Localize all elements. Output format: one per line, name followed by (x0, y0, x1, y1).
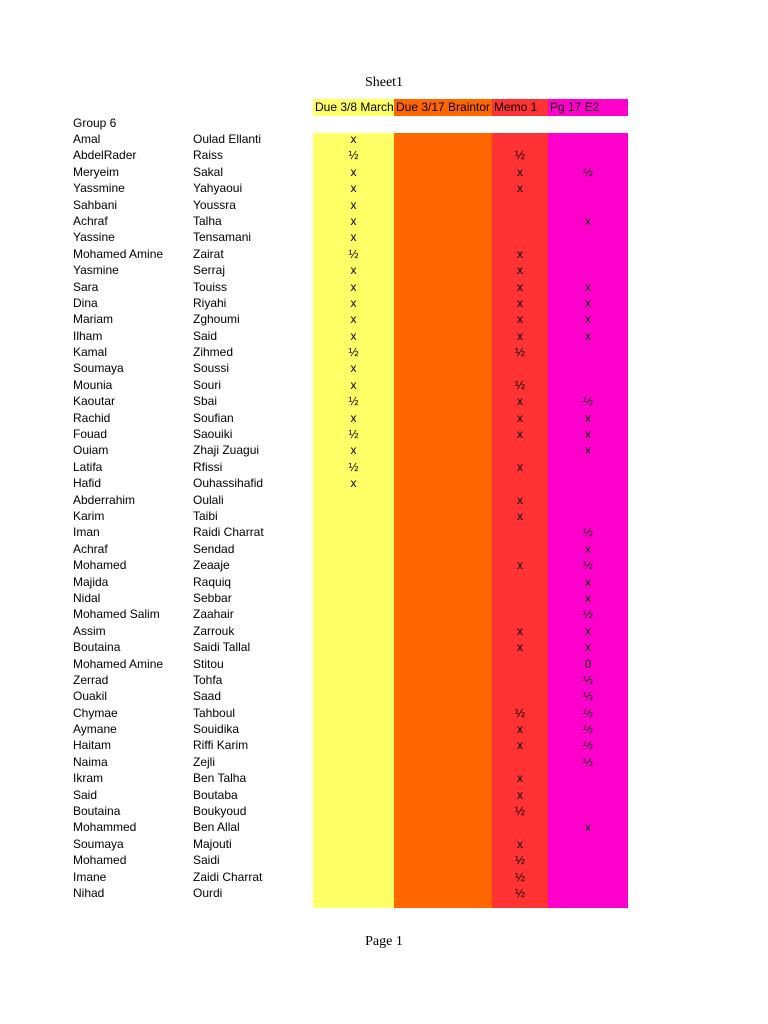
first-name-cell[interactable]: Mohamed (73, 853, 127, 868)
table-row (0, 557, 768, 573)
last-name-cell[interactable]: Taibi (193, 508, 218, 523)
last-name-cell[interactable]: Sebbar (193, 590, 232, 605)
pg-17-e2-cell[interactable]: ½ (582, 672, 593, 687)
table-row (0, 229, 768, 245)
due-3-8-cell[interactable]: ½ (348, 246, 359, 261)
pg-17-e2-cell[interactable]: x (585, 427, 591, 442)
pg-17-e2-cell[interactable]: 0 (584, 656, 592, 671)
table-row (0, 393, 768, 409)
last-name-cell[interactable]: Soussi (193, 361, 230, 376)
first-name-cell[interactable]: Soumaya (73, 361, 124, 376)
last-name-cell[interactable]: Serraj (193, 263, 226, 278)
table-row (0, 754, 768, 770)
column-header-row (313, 99, 628, 116)
last-name-cell[interactable]: Talha (193, 213, 222, 228)
table-row (0, 311, 768, 327)
last-name-cell[interactable]: Majouti (193, 836, 232, 851)
memo-1-cell[interactable]: x (517, 787, 523, 802)
first-name-cell[interactable]: Achraf (73, 213, 108, 228)
memo-1-cell[interactable]: x (517, 492, 523, 507)
memo-1-cell[interactable]: x (517, 312, 523, 327)
last-name-cell[interactable]: Zejli (193, 754, 216, 769)
table-row (0, 442, 768, 458)
first-name-cell[interactable]: Kaoutar (73, 394, 116, 409)
last-name-cell[interactable]: Zghoumi (193, 312, 240, 327)
table-row (0, 590, 768, 606)
memo-1-cell[interactable]: x (517, 508, 523, 523)
due-3-8-cell[interactable]: x (350, 361, 357, 376)
last-name-cell[interactable]: Ourdi (193, 885, 223, 900)
last-name-cell[interactable]: Saidi (193, 853, 220, 868)
table-row (0, 213, 768, 229)
last-name-cell[interactable]: Zairat (193, 246, 224, 261)
table-row (0, 836, 768, 852)
last-name-cell[interactable]: Riyahi (193, 295, 227, 310)
first-name-cell[interactable]: Meryeim (73, 164, 120, 179)
table-row (0, 164, 768, 180)
pg-17-e2-cell[interactable]: x (585, 279, 591, 294)
first-name-cell[interactable]: Ouakil (73, 689, 108, 704)
table-row (0, 180, 768, 196)
pg-17-e2-cell[interactable]: ½ (582, 558, 593, 573)
table-row (0, 639, 768, 655)
memo-1-cell[interactable]: ½ (514, 804, 525, 819)
first-name-cell[interactable]: Mariam (73, 312, 114, 327)
table-row (0, 787, 768, 803)
memo-1-cell[interactable]: x (517, 836, 523, 851)
due-3-8-cell[interactable]: x (350, 230, 357, 245)
memo-1-cell[interactable]: ½ (514, 885, 525, 900)
due-3-8-cell[interactable]: x (350, 443, 357, 458)
memo-1-cell[interactable]: ½ (514, 148, 525, 163)
first-name-cell[interactable]: Yassine (73, 230, 115, 245)
due-3-8-cell[interactable]: x (350, 132, 357, 146)
table-row (0, 574, 768, 590)
last-name-cell[interactable]: Souri (193, 377, 222, 392)
due-3-8-cell[interactable]: x (350, 213, 357, 228)
due-3-8-cell[interactable]: ½ (348, 345, 359, 360)
memo-1-cell[interactable]: x (517, 459, 523, 474)
pg-17-e2-cell[interactable]: x (585, 410, 591, 425)
memo-1-cell[interactable]: x (517, 295, 523, 310)
first-name-cell[interactable]: Dina (73, 295, 98, 310)
pg-17-e2-cell[interactable]: ½ (582, 738, 593, 753)
last-name-cell[interactable]: Zarrouk (193, 623, 235, 638)
last-name-cell[interactable]: Youssra (193, 197, 236, 212)
table-row (0, 360, 768, 376)
table-row (0, 606, 768, 622)
memo-1-cell[interactable]: x (517, 722, 523, 737)
last-name-cell[interactable]: Ben Allal (193, 820, 240, 835)
last-name-cell[interactable]: Tensamani (193, 230, 252, 245)
pg-17-e2-cell[interactable]: ½ (582, 394, 593, 409)
first-name-cell[interactable]: Mounia (73, 377, 113, 392)
last-name-cell[interactable]: Stitou (193, 656, 224, 671)
column-header-pg-17-e2[interactable]: Pg 17 E2 (548, 99, 628, 116)
first-name-cell[interactable]: Mohamed Amine (73, 656, 164, 671)
first-name-cell[interactable]: Said (73, 787, 98, 802)
memo-1-cell[interactable]: ½ (514, 853, 525, 868)
memo-1-cell[interactable]: x (517, 181, 523, 196)
first-name-cell[interactable]: Kamal (73, 345, 108, 360)
first-name-cell[interactable]: Haitam (73, 738, 112, 753)
first-name-cell[interactable]: Mohamed Amine (73, 246, 164, 261)
first-name-cell[interactable]: Nihad (73, 885, 105, 900)
memo-1-cell[interactable]: x (517, 279, 523, 294)
pg-17-e2-cell[interactable]: x (585, 820, 591, 835)
pg-17-e2-cell[interactable]: ½ (582, 722, 593, 737)
memo-1-cell[interactable]: x (517, 263, 523, 278)
table-row (0, 459, 768, 475)
first-name-cell[interactable]: Fouad (73, 427, 108, 442)
memo-1-cell[interactable]: x (517, 164, 523, 179)
last-name-cell[interactable]: Boukyoud (193, 804, 247, 819)
table-row (0, 770, 768, 786)
pg-17-e2-cell[interactable]: ½ (582, 525, 593, 540)
first-name-cell[interactable]: Achraf (73, 541, 108, 556)
pg-17-e2-cell[interactable]: x (585, 623, 591, 638)
memo-1-cell[interactable]: x (517, 738, 523, 753)
last-name-cell[interactable]: Sendad (193, 541, 235, 556)
pg-17-e2-cell[interactable]: ½ (582, 705, 593, 720)
due-3-8-cell[interactable]: x (350, 476, 357, 491)
first-name-cell[interactable]: Amal (73, 132, 101, 146)
last-name-cell[interactable]: Boutaba (193, 787, 238, 802)
first-name-cell[interactable]: Ikram (73, 771, 103, 786)
first-name-cell[interactable]: Ouiam (73, 443, 109, 458)
pg-17-e2-cell[interactable]: x (585, 640, 591, 655)
sheet-title: Sheet1 (364, 75, 404, 90)
last-name-cell[interactable]: Zeaaje (193, 558, 230, 573)
table-row (0, 197, 768, 213)
table-row (0, 377, 768, 393)
table-row (0, 656, 768, 672)
pg-17-e2-cell[interactable]: x (585, 328, 591, 343)
last-name-cell[interactable]: Zihmed (193, 345, 234, 360)
due-3-8-cell[interactable]: x (350, 164, 357, 179)
student-rows (0, 131, 768, 901)
first-name-cell[interactable]: Yasmine (73, 263, 119, 278)
first-name-cell[interactable]: Aymane (73, 722, 117, 737)
pg-17-e2-cell[interactable]: x (585, 312, 591, 327)
memo-1-cell[interactable]: x (517, 328, 523, 343)
last-name-cell[interactable]: Zaahair (193, 607, 234, 622)
table-row (0, 869, 768, 885)
first-name-cell[interactable]: Ilham (73, 328, 103, 343)
first-name-cell[interactable]: Yassmine (73, 181, 125, 196)
first-name-cell[interactable]: Iman (73, 525, 100, 540)
table-row (0, 475, 768, 491)
due-3-8-cell[interactable]: x (350, 197, 357, 212)
table-row (0, 344, 768, 360)
memo-1-cell[interactable]: ½ (514, 869, 525, 884)
memo-1-cell[interactable]: x (517, 623, 523, 638)
pg-17-e2-cell[interactable]: x (585, 590, 591, 605)
memo-1-cell[interactable]: x (517, 640, 523, 655)
due-3-8-cell[interactable]: x (350, 295, 357, 310)
memo-1-cell[interactable]: ½ (514, 705, 525, 720)
pg-17-e2-cell[interactable]: x (585, 541, 591, 556)
due-3-8-cell[interactable]: x (350, 181, 357, 196)
last-name-cell[interactable]: Ouhassihafid (193, 476, 264, 491)
pg-17-e2-cell[interactable]: x (585, 213, 591, 228)
first-name-cell[interactable]: Sara (73, 279, 99, 294)
last-name-cell[interactable]: Oulad Ellanti (193, 132, 262, 146)
last-name-cell[interactable]: Zhaji Zuagui (193, 443, 260, 458)
table-row (0, 623, 768, 639)
last-name-cell[interactable]: Raquiq (193, 574, 232, 589)
table-row (0, 885, 768, 901)
due-3-8-cell[interactable]: x (350, 279, 357, 294)
first-name-cell[interactable]: Abderrahim (73, 492, 136, 507)
last-name-cell[interactable]: Saad (193, 689, 222, 704)
table-row (0, 147, 768, 163)
last-name-cell[interactable]: Riffi Karim (193, 738, 249, 753)
last-name-cell[interactable]: Tohfa (193, 672, 223, 687)
table-row (0, 131, 768, 147)
table-row (0, 803, 768, 819)
table-row (0, 246, 768, 262)
memo-1-cell[interactable]: x (517, 771, 523, 786)
due-3-8-cell[interactable]: x (350, 263, 357, 278)
last-name-cell[interactable]: Touiss (193, 279, 228, 294)
last-name-cell[interactable]: Souidika (193, 722, 240, 737)
table-row (0, 852, 768, 868)
last-name-cell[interactable]: Yahyaoui (193, 181, 243, 196)
table-row (0, 524, 768, 540)
table-row (0, 328, 768, 344)
first-name-cell[interactable]: Imane (73, 869, 107, 884)
first-name-cell[interactable]: Nidal (73, 590, 101, 605)
first-name-cell[interactable]: Mohamed Salim (73, 607, 160, 622)
page-footer: Page 1 (365, 934, 403, 949)
group-label: Group 6 (73, 116, 117, 130)
first-name-cell[interactable]: Soumaya (73, 836, 124, 851)
table-row (0, 672, 768, 688)
due-3-8-cell[interactable]: x (350, 377, 357, 392)
due-3-8-cell[interactable]: ½ (348, 427, 359, 442)
first-name-cell[interactable]: Mohamed (73, 558, 127, 573)
table-row (0, 541, 768, 557)
column-header-due-3-8[interactable]: Due 3/8 March (315, 100, 394, 114)
first-name-cell[interactable]: Naima (73, 754, 108, 769)
pg-17-e2-cell[interactable]: ½ (582, 164, 593, 179)
due-3-8-cell[interactable]: ½ (348, 459, 359, 474)
first-name-cell[interactable]: Majida (73, 574, 109, 589)
first-name-cell[interactable]: Hafid (73, 476, 102, 491)
first-name-cell[interactable]: Mohammed (73, 820, 137, 835)
first-name-cell[interactable]: Boutaina (73, 804, 121, 819)
due-3-8-cell[interactable]: ½ (348, 394, 359, 409)
pg-17-e2-cell[interactable]: ½ (582, 607, 593, 622)
due-3-8-cell[interactable]: x (350, 328, 357, 343)
last-name-cell[interactable]: Ben Talha (193, 771, 247, 786)
first-name-cell[interactable]: Rachid (73, 410, 111, 425)
pg-17-e2-cell[interactable]: ½ (582, 754, 593, 769)
pg-17-e2-cell[interactable]: x (585, 443, 591, 458)
last-name-cell[interactable]: Raiss (193, 148, 224, 163)
last-name-cell[interactable]: Saouiki (193, 427, 233, 442)
table-row (0, 819, 768, 835)
table-row (0, 410, 768, 426)
last-name-cell[interactable]: Sakal (193, 164, 224, 179)
pg-17-e2-cell[interactable]: x (585, 574, 591, 589)
table-row (0, 492, 768, 508)
last-name-cell[interactable]: Zaidi Charrat (193, 869, 263, 884)
table-row (0, 295, 768, 311)
table-row (0, 737, 768, 753)
column-header-memo-1[interactable]: Memo 1 (492, 99, 548, 116)
last-name-cell[interactable]: Oulali (193, 492, 224, 507)
last-name-cell[interactable]: Rfissi (193, 459, 223, 474)
first-name-cell[interactable]: Sahbani (73, 197, 118, 212)
due-3-8-cell[interactable]: ½ (348, 148, 359, 163)
table-row (0, 279, 768, 295)
table-row (0, 688, 768, 704)
memo-1-cell[interactable]: ½ (514, 345, 525, 360)
due-3-8-cell[interactable]: x (350, 410, 357, 425)
last-name-cell[interactable]: Tahboul (193, 705, 236, 720)
memo-1-cell[interactable]: x (517, 410, 523, 425)
memo-1-cell[interactable]: ½ (514, 377, 525, 392)
column-header-due-3-17[interactable]: Due 3/17 Braintor (396, 100, 491, 114)
pg-17-e2-cell[interactable]: ½ (582, 689, 593, 704)
first-name-cell[interactable]: AbdelRader (73, 148, 137, 163)
table-row (0, 426, 768, 442)
first-name-cell[interactable]: Chymae (73, 705, 118, 720)
table-row (0, 721, 768, 737)
first-name-cell[interactable]: Assim (73, 623, 106, 638)
memo-1-cell[interactable]: x (517, 394, 523, 409)
first-name-cell[interactable]: Karim (73, 508, 105, 523)
last-name-cell[interactable]: Saidi Tallal (193, 640, 251, 655)
table-row (0, 262, 768, 278)
first-name-cell[interactable]: Latifa (73, 459, 103, 474)
table-row (0, 705, 768, 721)
pg-17-e2-cell[interactable]: x (585, 295, 591, 310)
last-name-cell[interactable]: Sbai (193, 394, 218, 409)
memo-1-cell[interactable]: x (517, 558, 523, 573)
memo-1-cell[interactable]: x (517, 246, 523, 261)
last-name-cell[interactable]: Said (193, 328, 218, 343)
last-name-cell[interactable]: Soufian (193, 410, 234, 425)
last-name-cell[interactable]: Raidi Charrat (193, 525, 264, 540)
first-name-cell[interactable]: Zerrad (73, 672, 109, 687)
due-3-8-cell[interactable]: x (350, 312, 357, 327)
table-row (0, 508, 768, 524)
first-name-cell[interactable]: Boutaina (73, 640, 121, 655)
memo-1-cell[interactable]: x (517, 427, 523, 442)
